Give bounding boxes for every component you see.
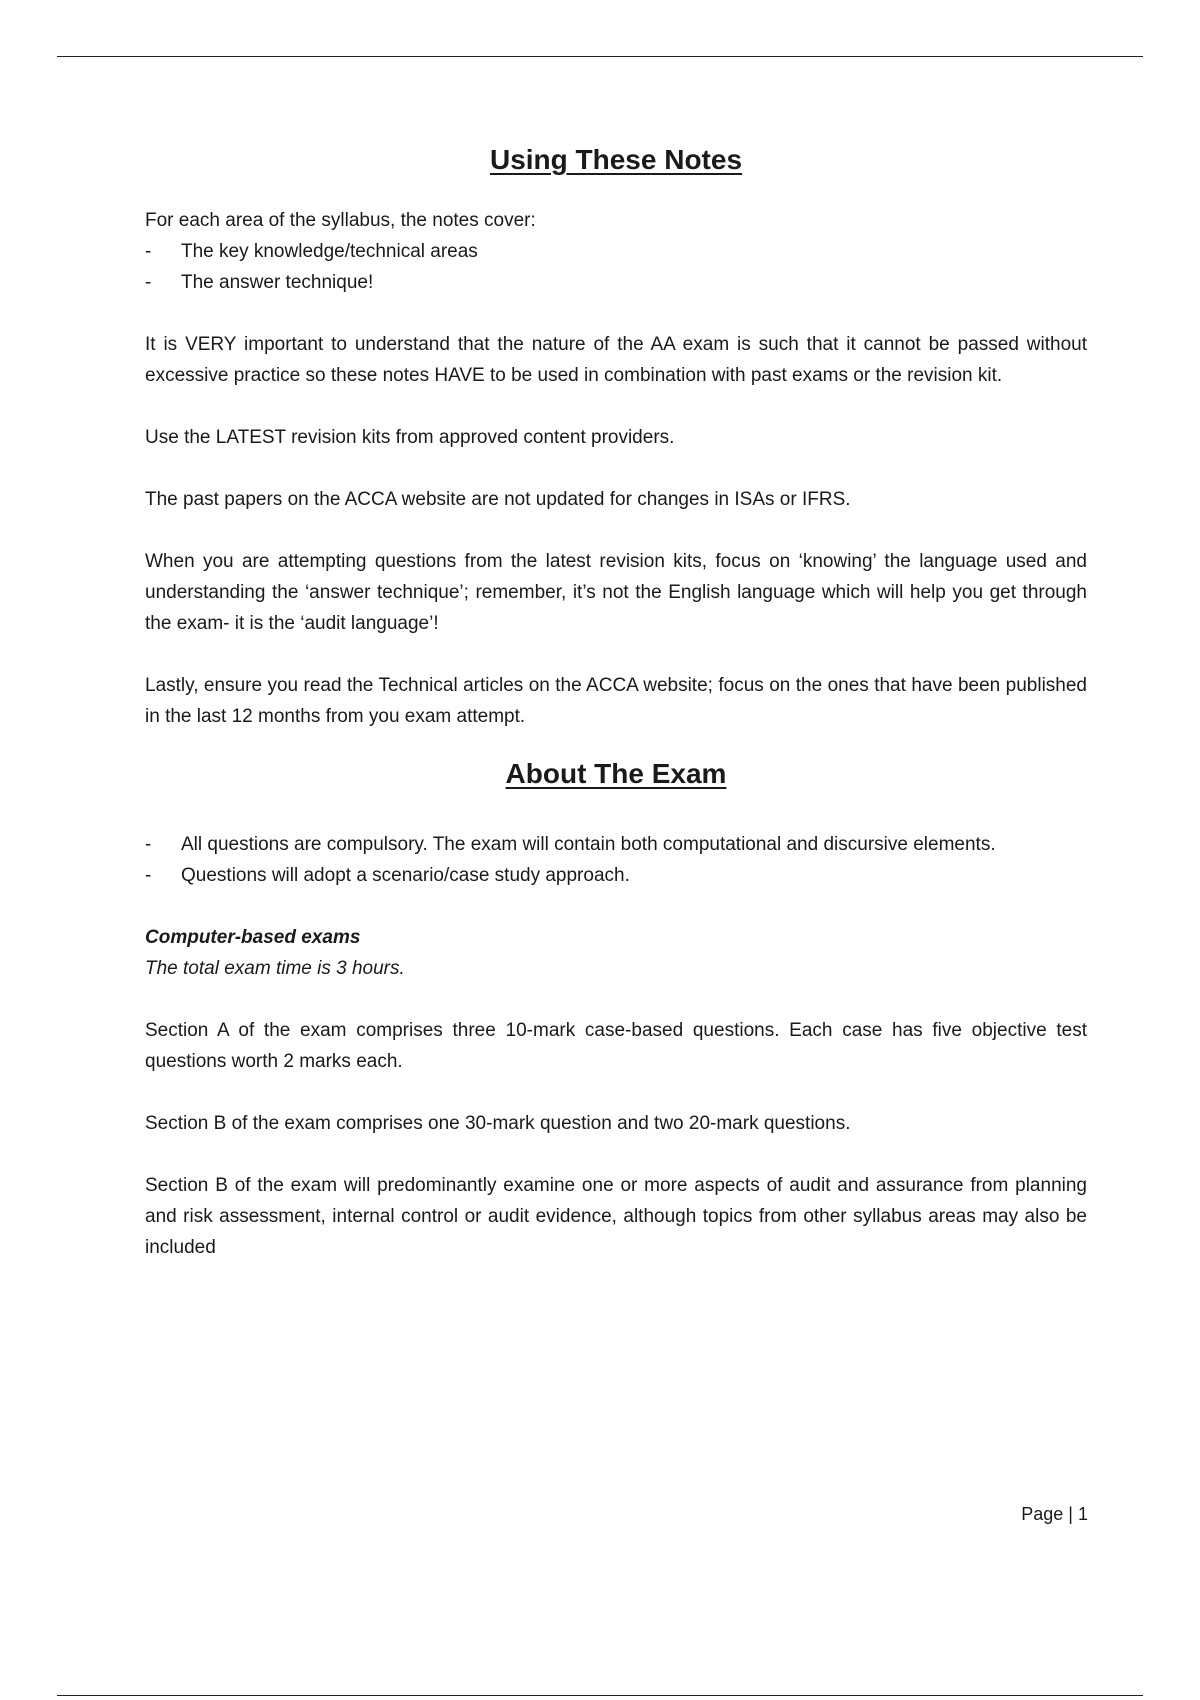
list-item (145, 236, 1087, 267)
list-item (145, 829, 1087, 860)
document-body (145, 140, 1087, 1263)
list-item (145, 860, 1087, 891)
exam-time-text: The total exam time is 3 hours. (145, 958, 405, 979)
heading-about-the-exam: About The Exam (505, 758, 727, 789)
dash-bullet: - (145, 272, 152, 293)
paragraph: When you are attempting questions from the latest revision kits, focus on ‘knowing’ the language used and understanding the ‘answer technique’; remember, it’s not the English language which will help you get through the exam- it is the ‘audit language’! (145, 551, 1087, 634)
exam-facts-list (145, 829, 1087, 891)
list-item-text: The key knowledge/technical areas (181, 241, 478, 262)
paragraph: The past papers on the ACCA website are not updated for changes in ISAs or IFRS. (145, 489, 851, 510)
list-item (145, 267, 1087, 298)
paragraph: Use the LATEST revision kits from approved content providers. (145, 427, 675, 448)
heading-using-these-notes: Using These Notes (489, 144, 743, 175)
paragraph: It is VERY important to understand that the nature of the AA exam is such that it cannot be passed without excessive practice so these notes HAVE to be used in combination with past exams or the revision kit. (145, 334, 1087, 386)
list-item-text: All questions are compulsory. The exam will contain both computational and discursive elements. (181, 834, 996, 855)
header-rule (57, 56, 1143, 57)
intro-text: For each area of the syllabus, the notes cover: (145, 210, 536, 231)
list-item-text: Questions will adopt a scenario/case study approach. (181, 865, 630, 886)
paragraph: Lastly, ensure you read the Technical articles on the ACCA website; focus on the ones that have been published in the last 12 months from you exam attempt. (145, 675, 1087, 727)
subheading-computer-based-exams: Computer-based exams (145, 927, 361, 948)
dash-bullet: - (145, 834, 152, 855)
paragraph: Section B of the exam comprises one 30-mark question and two 20-mark questions. (145, 1113, 851, 1134)
paragraph: Section B of the exam will predominantly examine one or more aspects of audit and assurance from planning and risk assessment, internal control or audit evidence, although topics from other syllabus areas may also be included (145, 1175, 1087, 1258)
list-item-text: The answer technique! (181, 272, 374, 293)
page-number: Page | 1 (1021, 1504, 1088, 1524)
dash-bullet: - (145, 241, 152, 262)
notes-cover-list (145, 236, 1087, 298)
dash-bullet: - (145, 865, 152, 886)
footer-rule (57, 1695, 1143, 1696)
paragraph: Section A of the exam comprises three 10-mark case-based questions. Each case has five objective test questions worth 2 marks each. (145, 1020, 1087, 1072)
